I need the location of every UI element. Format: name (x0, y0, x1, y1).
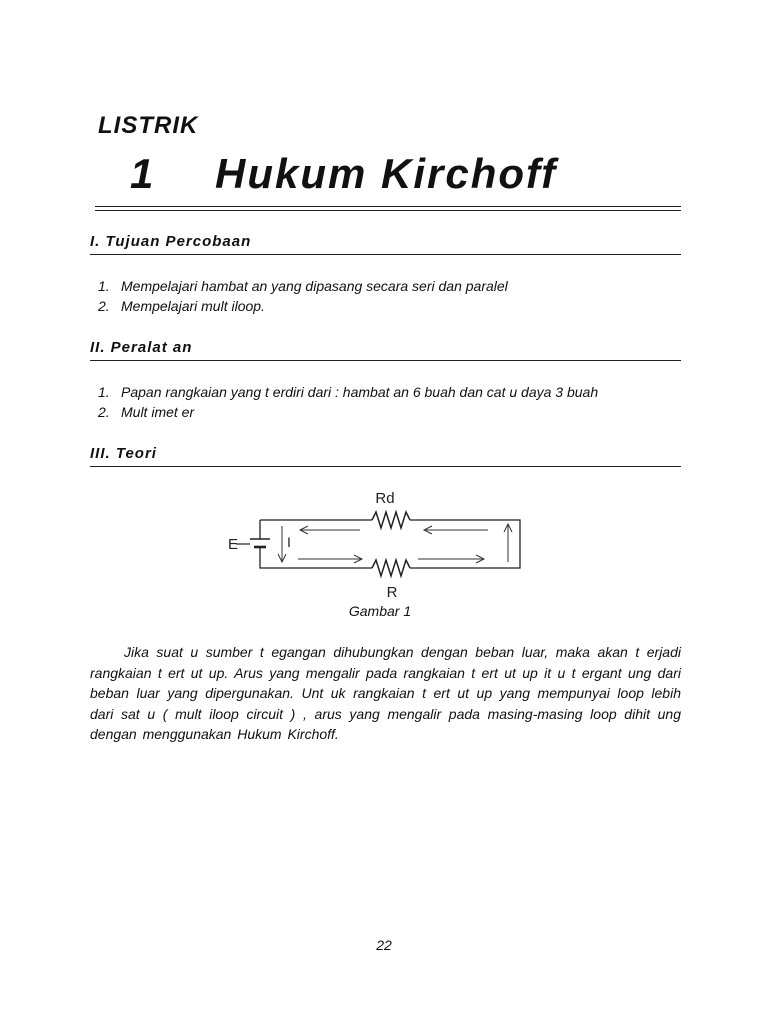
list-item (98, 276, 508, 296)
list-item-number: 2. (98, 298, 110, 314)
page-number: 22 (376, 937, 392, 953)
list-item-number: 1. (98, 384, 110, 400)
objectives-list (98, 276, 508, 316)
list-item-text: Papan rangkaian yang t erdiri dari : hambat an 6 buah dan cat u daya 3 buah (121, 384, 599, 400)
source-label: E (228, 536, 239, 553)
equipment-list (98, 382, 598, 422)
theory-paragraph: Jika suat u sumber t egangan dihubungkan dengan beban luar, maka akan t erjadi rangkaian t ert ut up. Arus yang mengalir pada rangkaian t ert ut up it u t ergant ung dari beban luar yang dipergunakan. Unt uk rangkaian t ert ut up yang mempunyai loop lebih dari sat u ( mult iloop circuit ) , arus yang mengalir pada masing-masing loop dihit ung dengan menggunakan Hukum Kirchoff. (90, 644, 681, 742)
battery-symbol (236, 539, 270, 547)
list-item (98, 296, 508, 316)
list-item (98, 382, 598, 402)
section-heading-tujuan: I. Tujuan Percobaan (90, 233, 681, 255)
figure-caption: Gambar 1 (348, 603, 412, 619)
resistor-rd-label: Rd (375, 490, 395, 507)
section-heading-teori: III. Teori (90, 445, 681, 467)
chapter-label: LISTRIK (98, 112, 199, 139)
current-label: I (287, 534, 291, 550)
list-item-number: 2. (98, 404, 110, 420)
list-item (98, 402, 598, 422)
resistor-rd (372, 512, 410, 528)
resistor-r-label: R (386, 584, 398, 601)
list-item-text: Mult imet er (121, 404, 195, 420)
list-item-text: Mempelajari hambat an yang dipasang secara seri dan paralel (121, 278, 508, 294)
chapter-number: 1 (130, 150, 154, 197)
resistor-r (372, 560, 410, 576)
list-item-text: Mempelajari mult iloop. (121, 298, 265, 314)
chapter-title: Hukum Kirchoff (215, 150, 558, 197)
title-divider (95, 206, 681, 211)
current-arrows (278, 524, 512, 563)
section-heading-peralatan: II. Peralat an (90, 339, 681, 361)
list-item-number: 1. (98, 278, 110, 294)
